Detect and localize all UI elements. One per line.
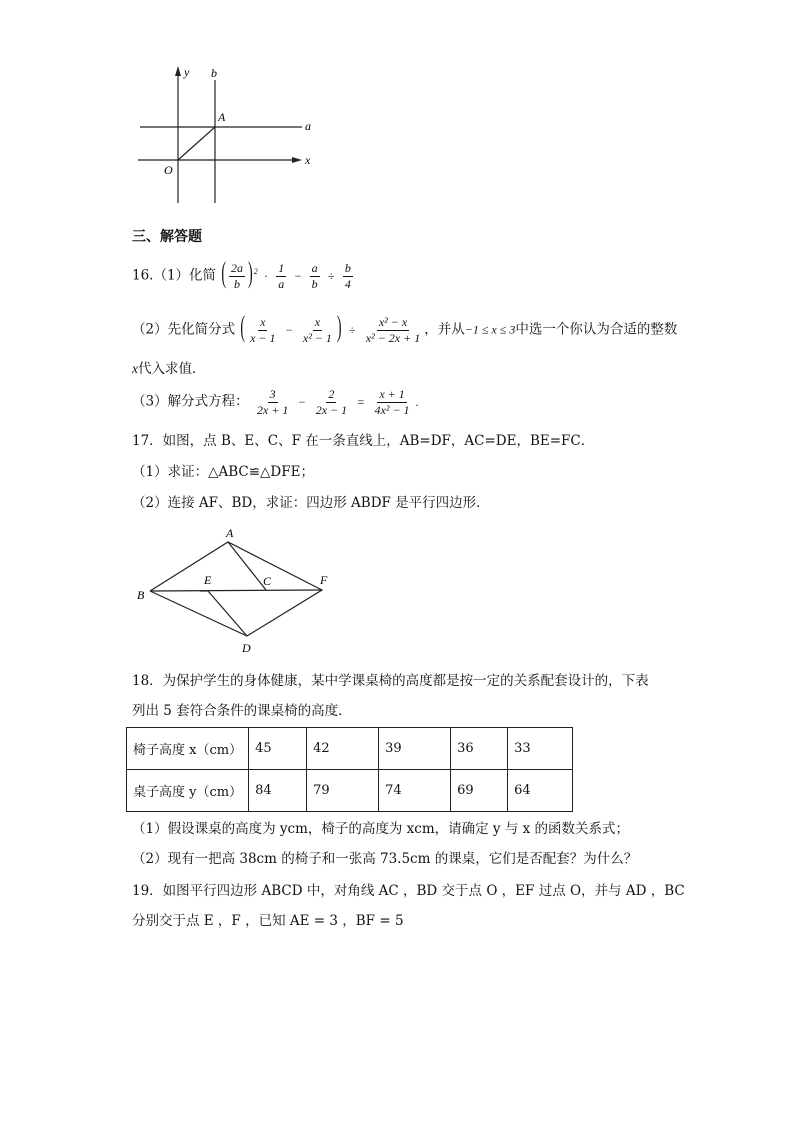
q16-part2-mid: ，并从 — [424, 321, 465, 338]
segment-oa — [178, 127, 215, 160]
q16-part2-suffix: 中选一个你认为合适的整数 — [515, 321, 678, 338]
table-row — [127, 728, 573, 770]
q16-part2 — [132, 312, 678, 345]
q16-part3-prefix: （3）解分式方程： — [132, 393, 249, 410]
fraction: $\frac{2a}{b}$ — [231, 261, 244, 291]
q16-part1-prefix: 16.（1）化简 — [132, 267, 217, 284]
q18-sub1: （1）假设课桌的高度为 ycm，椅子的高度为 xcm，请确定 y 与 x 的函数关系式； — [132, 821, 630, 837]
label-b: B — [137, 588, 145, 602]
right-paren: ) — [248, 258, 253, 290]
op-minus: − — [298, 394, 306, 409]
right-paren: ) — [336, 312, 342, 344]
table-row — [127, 770, 573, 812]
line-bf — [150, 590, 322, 591]
table-cell: 84 — [249, 770, 307, 812]
q17-line3: （2）连接 AF、BD，求证：四边形 ABDF 是平行四边形． — [132, 495, 490, 511]
label-e: E — [204, 573, 212, 587]
op-divide: ÷ — [327, 268, 335, 283]
label-a: A — [226, 526, 234, 540]
table-cell: 39 — [379, 728, 451, 770]
label-d: D — [242, 641, 251, 655]
exponent: 2 — [253, 267, 258, 277]
fraction: $\frac{x}{\text{x² − 1}}$ — [302, 315, 332, 345]
op-minus: − — [285, 322, 293, 337]
op-equals: = — [357, 394, 365, 409]
q18-line1: 18．为保护学生的身体健康，某中学课桌椅的高度都是按一定的关系配套设计的，下表 — [132, 673, 649, 689]
table-cell: 64 — [508, 770, 573, 812]
point-a-label: A — [218, 110, 226, 124]
section-heading: 三、解答题 — [132, 229, 202, 245]
op-divide: ÷ — [348, 322, 356, 337]
row-header: 椅子高度 x（cm） — [127, 728, 249, 770]
fraction: $\frac{2}{2x - 1}$ — [315, 387, 348, 417]
table-cell: 74 — [379, 770, 451, 812]
x-label: x — [305, 153, 311, 167]
b-label: b — [211, 66, 217, 80]
q18-sub2: （2）现有一把高 38cm 的椅子和一张高 73.5cm 的课桌，它们是否配套？为什么？ — [132, 851, 638, 867]
fraction: $\frac{a}{b}$ — [311, 261, 318, 291]
q16-part2-line2 — [132, 361, 206, 377]
left-paren: ( — [221, 258, 227, 290]
q16-var-x: x — [132, 361, 138, 376]
label-f: F — [320, 573, 328, 587]
table-cell: 69 — [451, 770, 508, 812]
fraction: $\frac{x}{x - 1}$ — [250, 315, 276, 345]
q16-part3 — [132, 388, 421, 416]
coordinate-figure — [130, 60, 330, 210]
fraction: $\frac{\text{x² − x}}{\text{x² − 2x + 1}}$ — [365, 315, 421, 345]
q17-line1: 17．如图，点 B、E、C、F 在一条直线上，AB=DF，AC=DE，BE=FC． — [132, 433, 595, 449]
op-minus: − — [294, 268, 302, 283]
segment-ac — [228, 542, 266, 590]
a-label: a — [305, 119, 311, 133]
table-cell: 42 — [307, 728, 379, 770]
q16-part1 — [132, 258, 355, 291]
fraction: $\frac{x + 1}{\text{4x² − 1}}$ — [374, 387, 410, 417]
table-cell: 33 — [508, 728, 573, 770]
data-table — [126, 727, 573, 812]
row-header: 桌子高度 y（cm） — [127, 770, 249, 812]
left-paren: ( — [240, 312, 246, 344]
period: . — [415, 394, 419, 409]
outline-abfd — [150, 542, 322, 636]
y-label: y — [184, 65, 190, 79]
x-axis-arrow — [292, 157, 302, 163]
fraction: $\frac{3}{2x + 1}$ — [256, 387, 289, 417]
q16-range: −1 ≤ x ≤ 3 — [464, 322, 516, 337]
q16-part2-line2-text: 代入求值． — [138, 361, 206, 377]
table-cell: 79 — [307, 770, 379, 812]
q17-line2: （1）求证：△ABC≌△DFE； — [132, 464, 314, 480]
q19-line2: 分别交于点 E ，F ，已知 AE = 3 ，BF = 5 — [132, 913, 404, 929]
table-cell: 45 — [249, 728, 307, 770]
quadrilateral-figure — [130, 524, 340, 659]
origin-label: O — [164, 163, 173, 177]
q18-line2: 列出 5 套符合条件的课桌椅的高度． — [132, 703, 352, 719]
q19-line1: 19．如图平行四边形 ABCD 中，对角线 AC ，BD 交于点 O ，EF 过点 O，并与 AD ，BC — [132, 883, 685, 899]
y-axis-arrow — [175, 66, 181, 76]
q16-part2-prefix: （2）先化简分式 — [132, 321, 236, 338]
table-cell: 36 — [451, 728, 508, 770]
label-c: C — [263, 574, 272, 588]
fraction: $\frac{b}{4}$ — [344, 261, 351, 291]
op-dot: · — [264, 268, 268, 283]
fraction: $\frac{1}{a}$ — [278, 261, 285, 291]
segment-ed — [208, 591, 247, 636]
